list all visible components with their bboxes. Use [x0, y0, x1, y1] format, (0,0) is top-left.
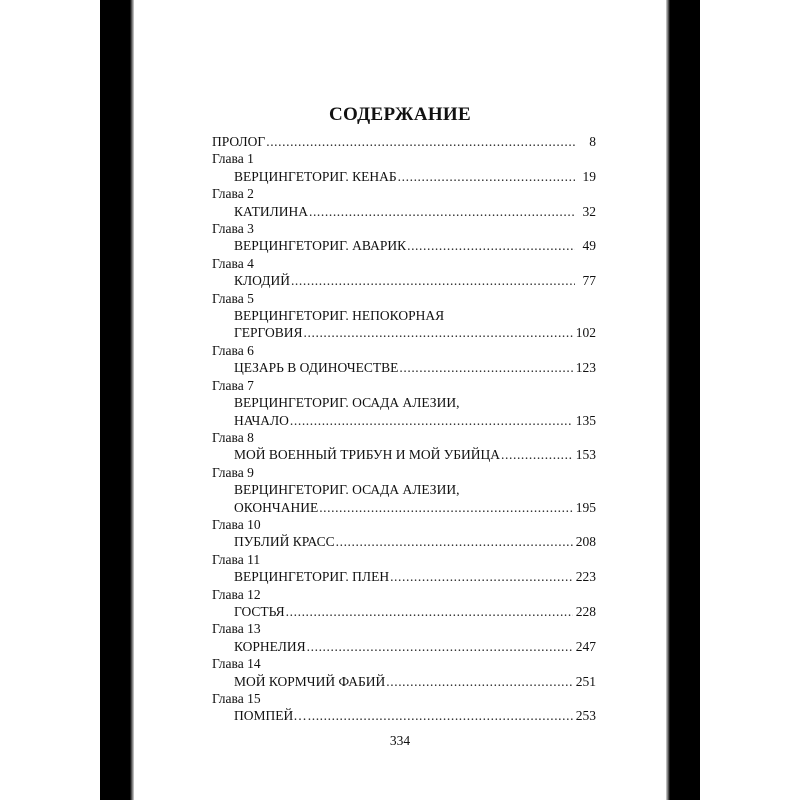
- toc-chapter-5: [212, 290, 596, 342]
- toc-entry: [212, 237, 596, 254]
- toc-entry-title: ВЕРЦИНГЕТОРИГ. ПЛЕН: [234, 569, 390, 585]
- toc-entry: [212, 203, 596, 220]
- dot-leader: [309, 203, 575, 220]
- toc-page-number: 32: [582, 203, 596, 219]
- toc-chapter-9: [212, 464, 596, 516]
- toc-entry: [212, 168, 596, 185]
- chapter-label: Глава 1: [212, 151, 254, 167]
- toc-entry-title: ПОМПЕЙ…: [234, 708, 307, 724]
- dot-leader: [266, 133, 575, 150]
- dot-leader: [304, 324, 573, 341]
- page-title: СОДЕРЖАНИЕ: [329, 104, 471, 125]
- chapter-label: Глава 6: [212, 342, 254, 358]
- toc-entry-title: НАЧАЛО: [234, 412, 289, 428]
- toc-entry: [212, 324, 596, 341]
- toc-entry: [212, 603, 596, 620]
- dot-leader: [307, 638, 573, 655]
- chapter-label: Глава 14: [212, 656, 261, 672]
- toc-entry-title: МОЙ ВОЕННЫЙ ТРИБУН И МОЙ УБИЙЦА: [234, 447, 501, 463]
- dot-leader: [399, 359, 572, 376]
- toc-entry-title: ГЕРГОВИЯ: [234, 325, 303, 341]
- chapter-label: Глава 7: [212, 377, 254, 393]
- toc-entry-title: ОКОНЧАНИЕ: [234, 499, 319, 515]
- chapter-label: Глава 10: [212, 516, 261, 532]
- toc-entry: [212, 533, 596, 550]
- toc-page-number: 135: [575, 412, 596, 428]
- toc-page-number: 253: [575, 708, 596, 724]
- toc-chapter-3: [212, 220, 596, 255]
- toc-entry-title: ЦЕЗАРЬ В ОДИНОЧЕСТВЕ: [234, 360, 399, 376]
- chapter-label: Глава 13: [212, 621, 261, 637]
- toc-entry-title: ВЕРЦИНГЕТОРИГ. НЕПОКОРНАЯ: [234, 308, 445, 324]
- page-number: 334: [389, 733, 411, 748]
- toc-entry-continued: [212, 481, 596, 498]
- table-of-contents: [212, 133, 596, 725]
- toc-entry: [212, 272, 596, 289]
- toc-entry-continued: [212, 307, 596, 324]
- toc-chapter-7: [212, 377, 596, 429]
- dot-leader: [291, 272, 575, 289]
- toc-entry: [212, 568, 596, 585]
- dot-leader: [308, 707, 573, 724]
- chapter-label: Глава 15: [212, 691, 261, 706]
- toc-page-number: 102: [575, 325, 596, 341]
- dot-leader: [501, 446, 573, 463]
- toc-chapter-10: [212, 516, 596, 551]
- toc-chapter-12: [212, 586, 596, 621]
- toc-entry-title: ГОСТЬЯ: [234, 603, 285, 619]
- dot-leader: [286, 603, 573, 620]
- toc-entry-title: МОЙ КОРМЧИЙ ФАБИЙ: [234, 673, 386, 689]
- toc-chapter-4: [212, 255, 596, 290]
- chapter-label: Глава 3: [212, 221, 254, 237]
- toc-entry: [212, 412, 596, 429]
- toc-page-number: 208: [575, 534, 596, 550]
- toc-chapter-2: [212, 185, 596, 220]
- dot-leader: [336, 533, 573, 550]
- toc-chapter-13: [212, 620, 596, 655]
- toc-chapter-15: [212, 690, 596, 725]
- toc-entry-title: КЛОДИЙ: [234, 273, 290, 289]
- toc-entry-continued: [212, 394, 596, 411]
- toc-entry-title: КОРНЕЛИЯ: [234, 638, 306, 654]
- toc-entry-title: ВЕРЦИНГЕТОРИГ. КЕНАБ: [234, 168, 397, 184]
- toc-entry-title: ВЕРЦИНГЕТОРИГ. ОСАДА АЛЕЗИИ,: [234, 395, 460, 411]
- dot-leader: [290, 412, 573, 429]
- dot-leader: [386, 673, 572, 690]
- toc-chapter-11: [212, 551, 596, 586]
- toc-entry-title: ВЕРЦИНГЕТОРИГ. АВАРИК: [234, 238, 407, 254]
- toc-entry-prologue: [212, 133, 596, 150]
- toc-page-number: 251: [575, 673, 596, 689]
- chapter-label: Глава 4: [212, 255, 254, 271]
- toc-entry: [212, 673, 596, 690]
- scan-frame-left: [100, 0, 134, 800]
- toc-chapter-8: [212, 429, 596, 464]
- dot-leader: [390, 568, 573, 585]
- toc-page-number: 49: [582, 238, 596, 254]
- dot-leader: [319, 499, 573, 516]
- toc-page-number: 77: [582, 273, 596, 289]
- toc-entry-title: ВЕРЦИНГЕТОРИГ. ОСАДА АЛЕЗИИ,: [234, 482, 460, 498]
- toc-entry: [212, 707, 596, 724]
- toc-page-number: 247: [575, 638, 596, 654]
- toc-entry: [212, 446, 596, 463]
- book-page: [134, 0, 666, 800]
- scan-frame-right: [666, 0, 700, 800]
- toc-chapter-6: [212, 342, 596, 377]
- toc-page-number: 8: [589, 134, 596, 149]
- toc-chapter-14: [212, 655, 596, 690]
- toc-entry-title: ПРОЛОГ: [212, 134, 266, 149]
- toc-page-number: 223: [575, 569, 596, 585]
- toc-page-number: 123: [575, 360, 596, 376]
- chapter-label: Глава 11: [212, 551, 261, 567]
- toc-page-number: 153: [575, 447, 596, 463]
- toc-entry: [212, 359, 596, 376]
- chapter-label: Глава 5: [212, 290, 254, 306]
- chapter-label: Глава 12: [212, 586, 261, 602]
- toc-page-number: 19: [582, 168, 596, 184]
- toc-chapter-1: [212, 150, 596, 185]
- chapter-label: Глава 9: [212, 464, 254, 480]
- toc-entry: [212, 499, 596, 516]
- dot-leader: [398, 168, 575, 185]
- toc-entry: [212, 638, 596, 655]
- chapter-label: Глава 2: [212, 186, 254, 202]
- toc-page-number: 228: [575, 603, 596, 619]
- toc-entry-title: ПУБЛИЙ КРАСС: [234, 534, 335, 550]
- toc-page-number: 195: [575, 499, 596, 515]
- dot-leader: [407, 237, 575, 254]
- toc-entry-title: КАТИЛИНА: [234, 203, 308, 219]
- chapter-label: Глава 8: [212, 429, 254, 445]
